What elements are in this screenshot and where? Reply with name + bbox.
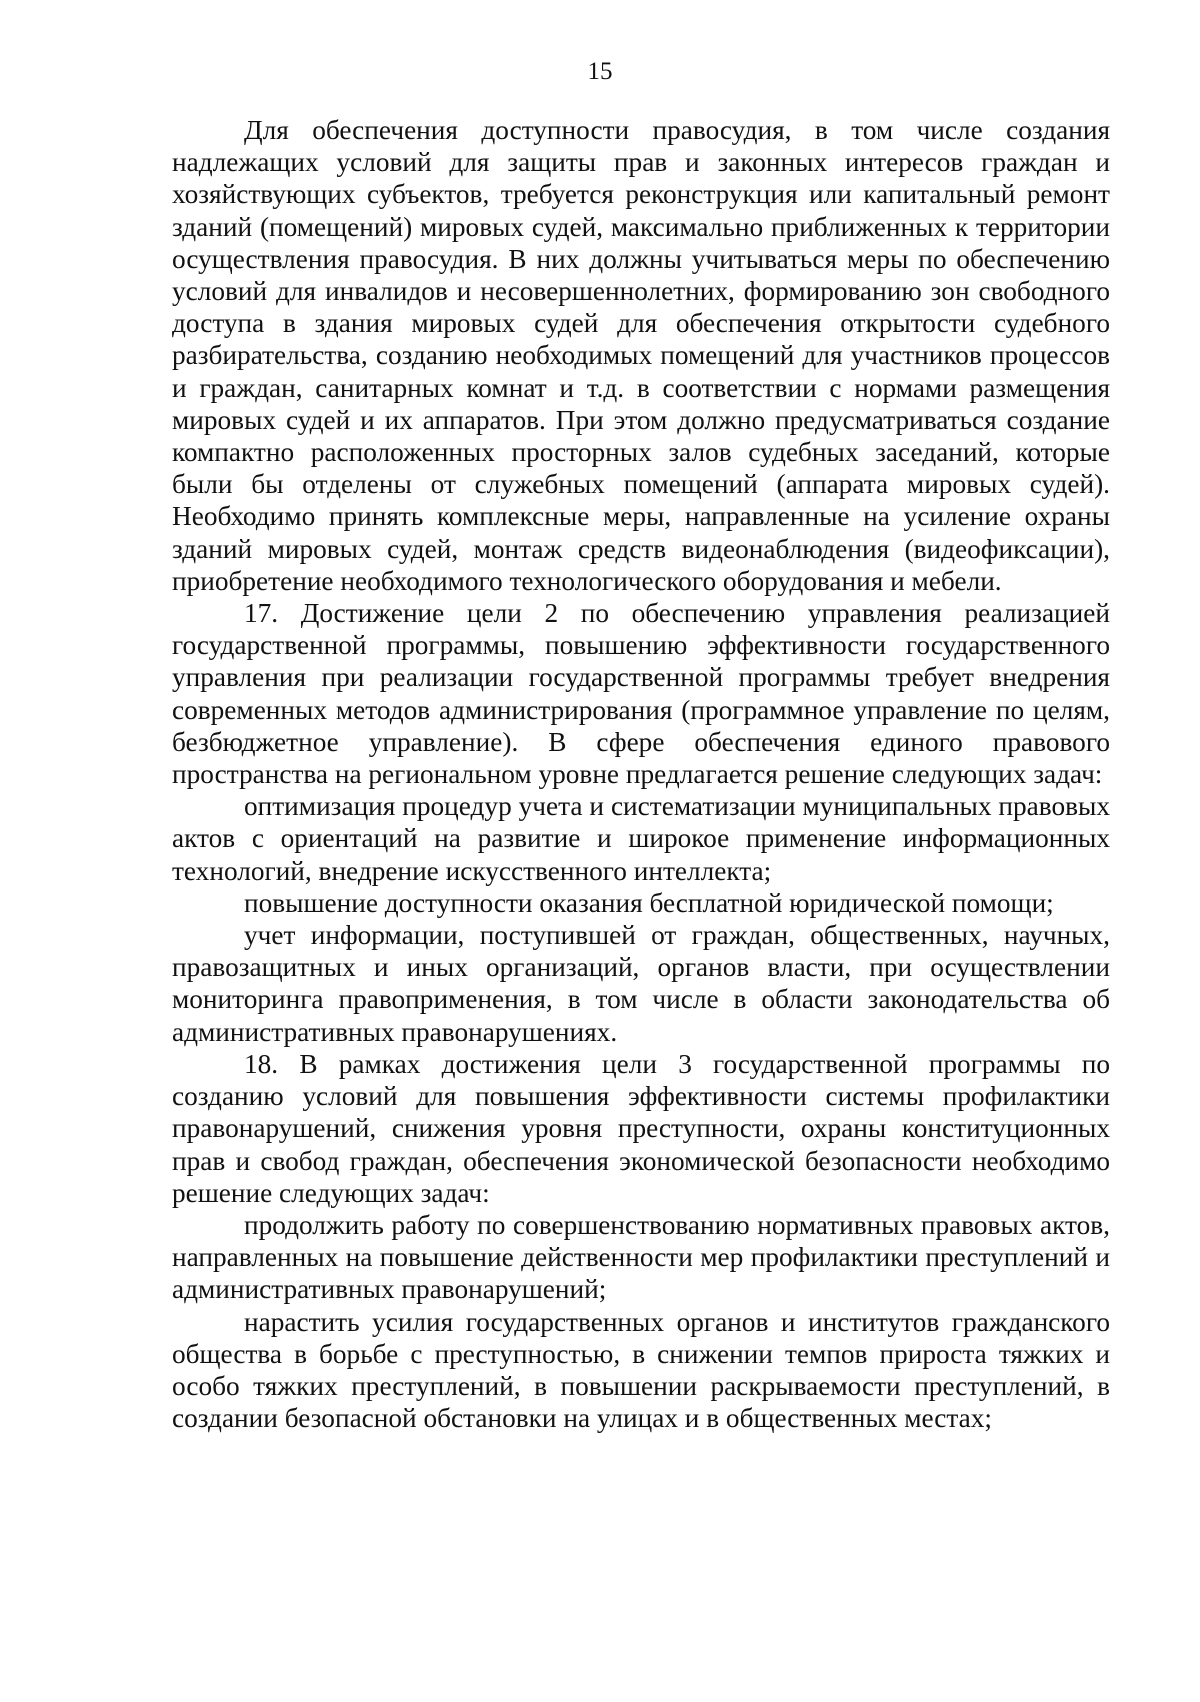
list-item-legal-acts-optimization: оптимизация процедур учета и систематизации муниципальных правовых актов с ориентаций на развитие и широкое применение информационных технологий, внедрение искусственного интеллекта; — [172, 791, 1110, 886]
list-item-crime-fighting: нарастить усилия государственных органов и институтов гражданского общества в борьбе с преступностью, в снижении темпов прироста тяжких и особо тяжких преступлений, в повышении раскрываемости преступлений, в создании безопасной обстановки на улицах и в общественных местах; — [172, 1306, 1110, 1434]
page-number: 15 — [587, 58, 613, 85]
paragraph-court-accessibility: Для обеспечения доступности правосудия, в том числе создания надлежащих условий для защиты прав и законных интересов граждан и хозяйствующих субъектов, требуется реконструкция или капитальный ремонт зданий (помещений) мировых судей, максимально приближенных к территории осуществления правосудия. В них должны учитываться меры по обеспечению условий для инвалидов и несовершеннолетних, формированию зон свободного доступа в здания мировых судей для обеспечения открытости судебного разбирательства, созданию необходимых помещений для участников процессов и граждан, санитарных комнат и т.д. в соответствии с нормами размещения мировых судей и их аппаратов. При этом должно предусматриваться создание компактно расположенных просторных залов судебных заседаний, которые были бы отделены от служебных помещений (аппарата мировых судей). Необходимо принять комплексные меры, направленные на усиление охраны зданий мировых судей, монтаж средств видеонаблюдения (видеофиксации), приобретение необходимого технологического оборудования и мебели. — [172, 115, 1110, 596]
paragraph-item-18: 18. В рамках достижения цели 3 государственной программы по созданию условий для повышения эффективности системы профилактики правонарушений, снижения уровня преступности, охраны конституционных прав и свобод граждан, обеспечения экономической безопасности необходимо решение следующих задач: — [172, 1048, 1110, 1208]
paragraph-item-17: 17. Достижение цели 2 по обеспечению управления реализацией государственной программы, повышению эффективности государственного управления при реализации государственной программы требует внедрения современных методов администрирования (программное управление по целям, безбюджетное управление). В сфере обеспечения единого правового пространства на региональном уровне предлагается решение следующих задач: — [172, 598, 1110, 790]
document-body — [172, 114, 1110, 1434]
list-item-monitoring-information: учет информации, поступившей от граждан, общественных, научных, правозащитных и иных организаций, органов власти, при осуществлении мониторинга правоприменения, в том числе в области законодательства об административных правонарушениях. — [172, 920, 1110, 1047]
list-item-free-legal-aid: повышение доступности оказания бесплатной юридической помощи; — [244, 887, 1054, 918]
list-item-normative-acts: продолжить работу по совершенствованию нормативных правовых актов, направленных на повышение действенности мер профилактики преступлений и административных правонарушений; — [172, 1209, 1110, 1305]
